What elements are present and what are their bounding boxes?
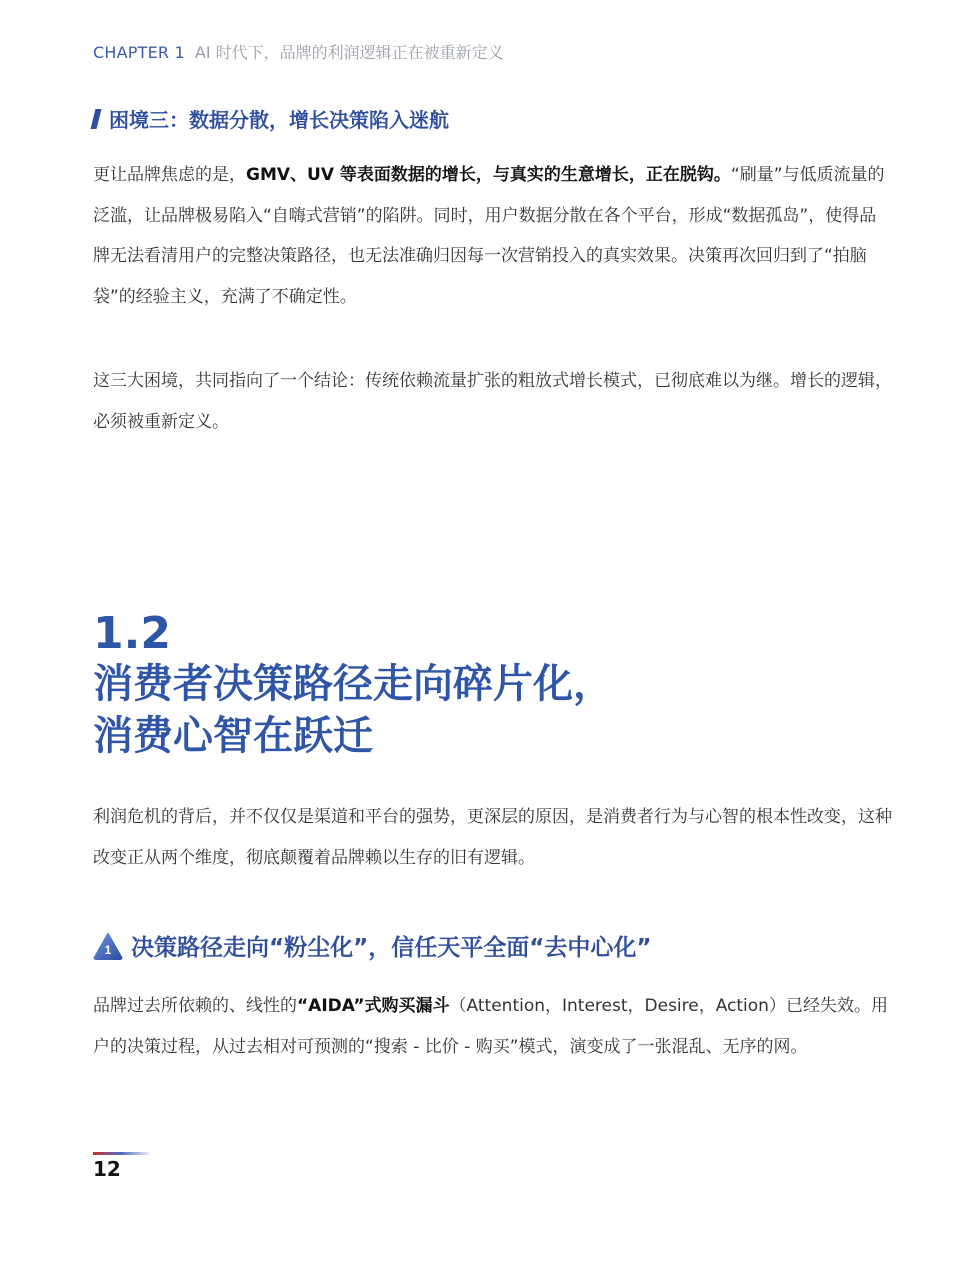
text-run: 更让品牌焦虑的是， [93,165,246,185]
text-run: “刷量”与低质流量的泛滥，让品牌极易陷入“自嗨式营销”的陷阱。同时，用户数据分散在各个平台，形成“数据孤岛”，使得品牌无法看清用户的完整决策路径，也无法准确归因每一次营销投入的真实效果。决策再次回归到了“拍脑袋”的经验主义，充满了不确定性。 [93,165,885,307]
text-run: （Attention，Interest，Desire，Action）已经失效。用户的决策过程，从过去相对可预测的“搜索 - 比价 - 购买”模式，演变成了一张混乱、无序的网。 [93,996,888,1057]
dilemma-paragraph-2: 这三大困境，共同指向了一个结论：传统依赖流量扩张的粗放式增长模式，已彻底难以为继。增长的逻辑，必须被重新定义。 [93,371,892,432]
emphasis-text: “AIDA”式购买漏斗 [297,996,450,1016]
footer-accent-bar [93,1152,149,1155]
section-title-line-1: 消费者决策路径走向碎片化， [93,661,613,707]
dilemma-paragraph-1 [93,155,893,317]
dilemma-heading-text: 困境三：数据分散，增长决策陷入迷航 [109,108,449,132]
section-intro-paragraph: 利润危机的背后，并不仅仅是渠道和平台的强势，更深层的原因，是消费者行为与心智的根本性改变，这种改变正从两个维度，彻底颠覆着品牌赖以生存的旧有逻辑。 [93,807,892,868]
running-header [93,42,504,64]
point-badge-number: 1 [104,942,112,957]
chapter-title: AI 时代下，品牌的利润逻辑正在被重新定义 [194,43,504,62]
heading-marker-icon [91,109,102,129]
page-number: 12 [93,1157,121,1181]
dilemma-heading [93,104,449,133]
section-title [93,658,613,762]
point-heading-text: 决策路径走向“粉尘化”，信任天平全面“去中心化” [131,935,652,961]
point-paragraph [93,986,893,1067]
point-heading [93,929,651,962]
text-run: 品牌过去所依赖的、线性的 [93,996,297,1016]
chapter-label: CHAPTER 1 [93,43,185,62]
numbered-triangle-icon [93,932,123,960]
section-number: 1.2 [93,608,171,659]
section-title-line-2: 消费心智在跃迁 [93,713,373,759]
emphasis-text: GMV、UV 等表面数据的增长，与真实的生意增长，正在脱钩。 [246,165,731,185]
